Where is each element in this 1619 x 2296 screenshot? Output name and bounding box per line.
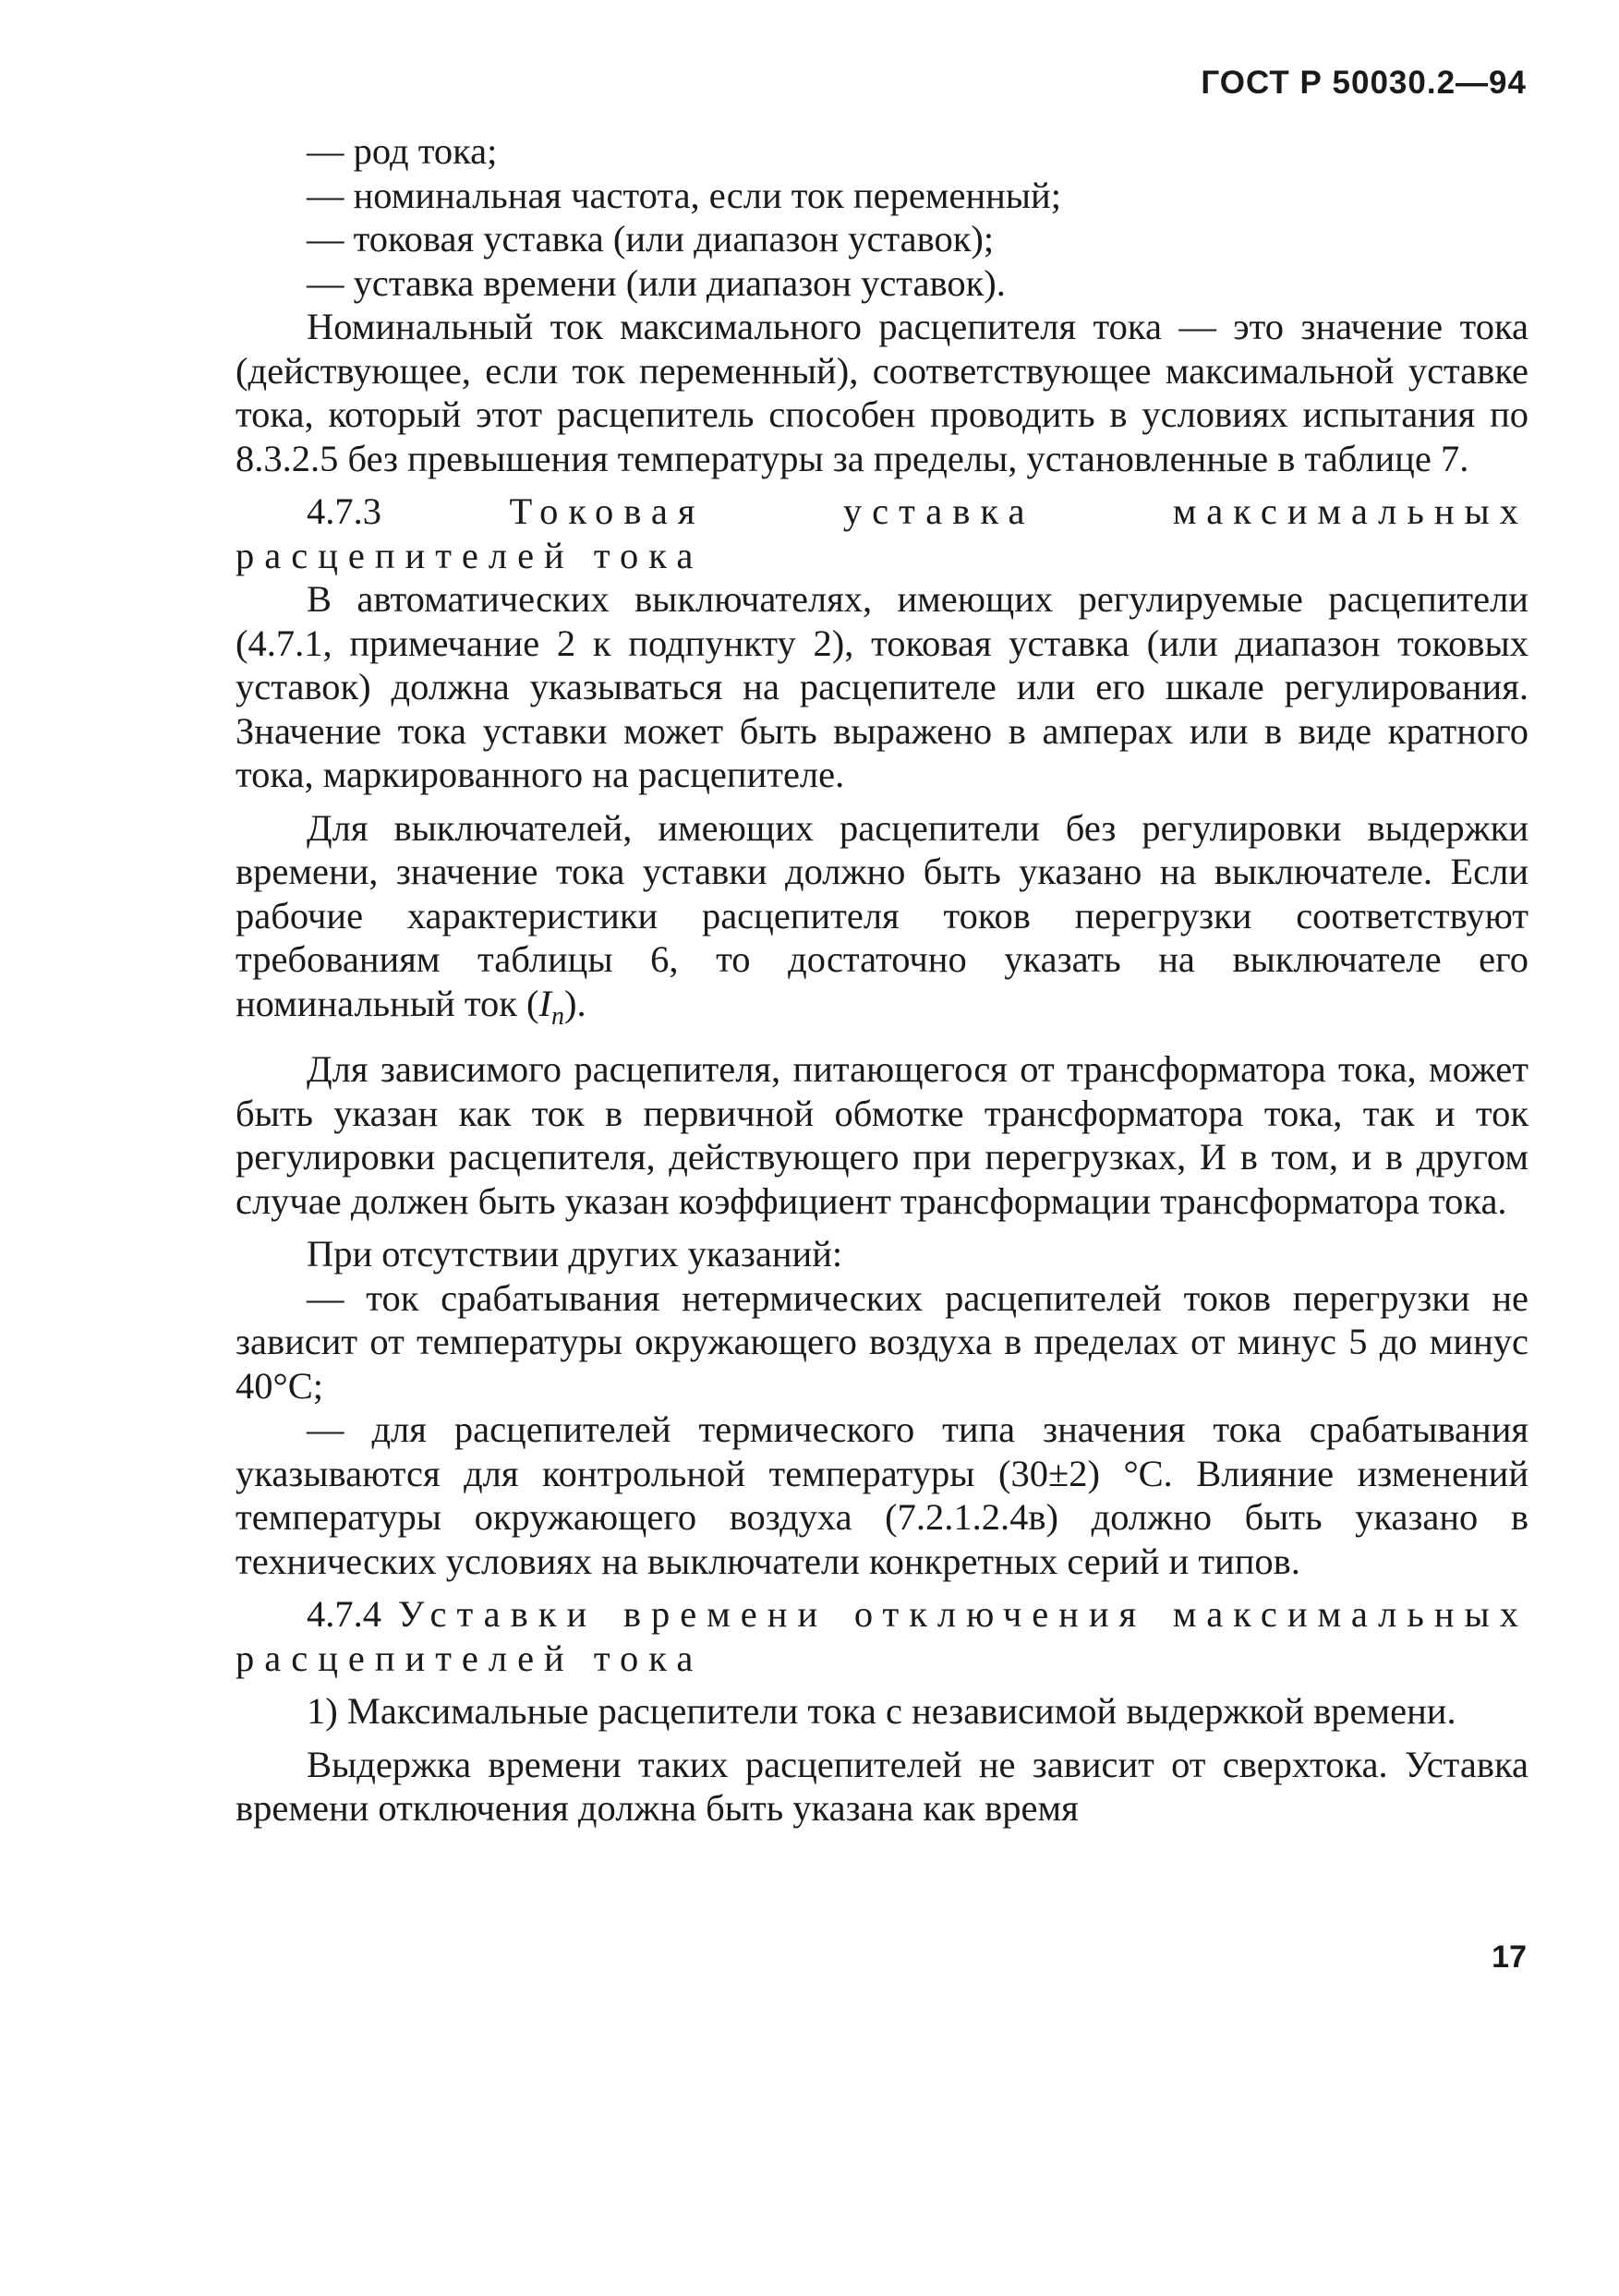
list-item-time-setting: — уставка времени (или диапазон уставок). xyxy=(307,261,1006,304)
section-heading-4-7-4 xyxy=(236,1592,1528,1680)
list-item-rated-frequency: — номинальная частота, если ток переменный; xyxy=(307,174,1061,216)
paragraph-dependent-release: Для зависимого расцепителя, питающегося от трансформатора тока, может быть указан как ток в первичной обмотке трансформатора тока, так и ток регулировки расцепителя, действующего при перегрузках, И в том, и в другом случае должен быть указан коэффициент трансформации трансформатора тока. xyxy=(236,1048,1528,1222)
paragraph-text: Для выключателей, имеющих расцепители без регулировки выдержки времени, значение тока уставки должно быть указано на выключателе. Если рабочие характеристики расцепителя токов перегрузки соответствуют требованиям таблицы 6, то достаточно указать на выключателе его номинальный ток ( xyxy=(236,806,1528,1024)
paragraph-time-delay: Выдержка времени таких расцепителей не зависит от сверхтока. Уставка времени отключения должна быть указана как время xyxy=(236,1743,1528,1830)
page-number: 17 xyxy=(1492,1940,1527,1975)
paragraph-thermal: — для расцепителей термического типа значения тока срабатывания указываются для контрольной температуры (30±2) °С. Влияние изменений температуры окружающего воздуха (7.2.1.2.4в) должно быть указано в технических условиях на выключатели конкретных серий и типов. xyxy=(236,1408,1528,1582)
paragraph-rated-current: Номинальный ток максимального расцепителя тока — это значение тока (действующее, если ток переменный), соответствующее максимальной уставке тока, который этот расцепитель способен проводить в условиях испытания по 8.3.2.5 без превышения температуры за пределы, установленные в таблице 7. xyxy=(236,306,1528,479)
paragraph-text-end: ). xyxy=(564,982,586,1024)
paragraph-non-adjustable xyxy=(236,806,1528,1039)
section-title: Уставки времени отключения максимальных расцепителей тока xyxy=(236,1593,1528,1679)
document-body xyxy=(236,129,1528,1831)
paragraph-independent-delay: 1) Максимальные расцепители тока с независимой выдержкой времени. xyxy=(307,1690,1456,1733)
paragraph-no-other-instructions: При отсутствии других указаний: xyxy=(307,1233,843,1275)
section-number: 4.7.3 xyxy=(307,490,381,532)
current-symbol: I xyxy=(538,982,552,1024)
standard-header: ГОСТ Р 50030.2—94 xyxy=(1201,65,1527,101)
section-title: Токовая уставка максимальных расцепителей тока xyxy=(236,490,1529,576)
section-number: 4.7.4 xyxy=(307,1593,381,1636)
paragraph-non-thermal: — ток срабатывания нетермических расцепителей токов перегрузки не зависит от температуры окружающего воздуха в пределах от минус 5 до минус 40°С; xyxy=(236,1276,1528,1407)
list-item-current-type: — род тока; xyxy=(307,130,498,172)
list-item-current-setting: — токовая уставка (или диапазон уставок); xyxy=(307,218,995,260)
section-heading-4-7-3 xyxy=(236,489,1528,577)
paragraph-adjustable-releases: В автоматических выключателях, имеющих регулируемые расцепители (4.7.1, примечание 2 к подпункту 2), токовая уставка (или диапазон токовых уставок) должна указываться на расцепителе или его шкале регулирования. Значение тока уставки может быть выражено в амперах или в виде кратного тока, маркированного на расцепителе. xyxy=(236,578,1528,795)
current-subscript: n xyxy=(551,1001,565,1031)
